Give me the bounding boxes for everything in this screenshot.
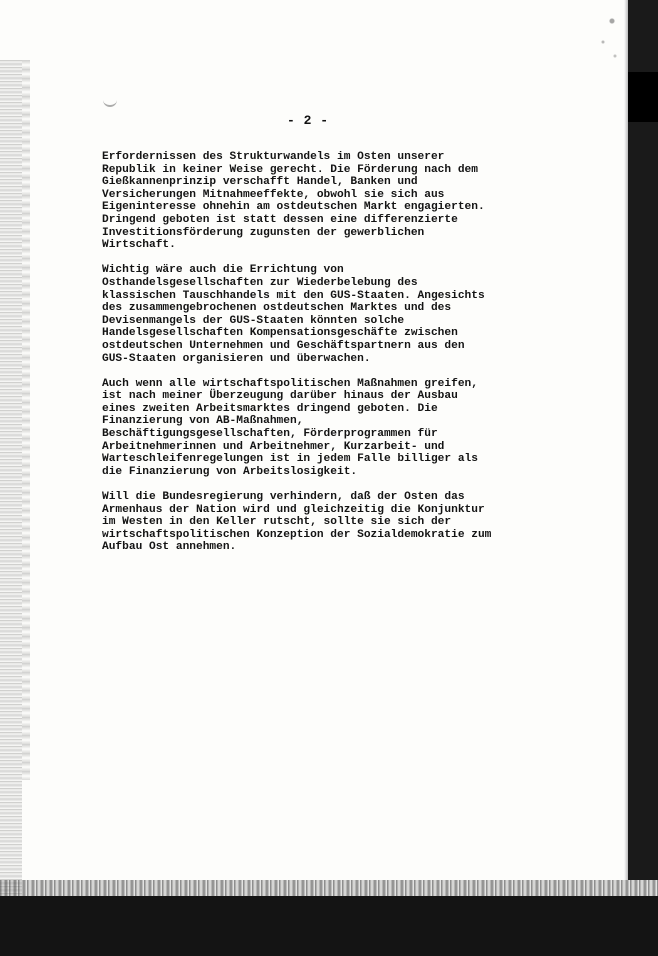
text-line: ist nach meiner Überzeugung darüber hinaus der Ausbau xyxy=(102,390,458,403)
text-line: Warteschleifenregelungen ist in jedem Falle billiger als xyxy=(102,453,478,466)
scan-edge-left-shadow xyxy=(22,60,30,780)
text-line: Investitionsförderung zugunsten der gewerblichen xyxy=(102,226,425,239)
text-line: des zusammengebrochenen ostdeutschen Marktes und des xyxy=(102,302,452,315)
text-line: Versicherungen Mitnahmeeffekte, obwohl sie sich aus xyxy=(102,188,445,201)
text-line: Gießkannenprinzip verschafft Handel, Banken und xyxy=(102,176,418,189)
text-line: Republik in keiner Weise gerecht. Die Förderung nach dem xyxy=(102,163,478,176)
text-line: Will die Bundesregierung verhindern, daß der Osten das xyxy=(102,491,465,504)
scan-speckle xyxy=(594,0,624,70)
scan-edge-bottom-fringe xyxy=(0,880,658,896)
ink-smudge xyxy=(103,97,117,107)
text-line: Finanzierung von AB-Maßnahmen, xyxy=(102,415,304,428)
text-line: Eigeninteresse ohnehin am ostdeutschen Markt engagierten. xyxy=(102,201,485,214)
paragraph-2 xyxy=(102,264,532,365)
paragraph-1 xyxy=(102,151,532,252)
text-line: Erfordernissen des Strukturwandels im Osten unserer xyxy=(102,151,445,163)
text-line: Arbeitnehmerinnen und Arbeitnehmer, Kurzarbeit- und xyxy=(102,440,445,453)
scan-edge-left xyxy=(0,60,22,940)
page-number: - 2 - xyxy=(287,113,329,128)
scan-edge-right xyxy=(628,0,658,880)
text-line: Beschäftigungsgesellschaften, Förderprogrammen für xyxy=(102,428,438,441)
text-line: Wirtschaft. xyxy=(102,239,176,252)
text-line: im Westen in den Keller rutscht, sollte sie sich der xyxy=(102,516,452,529)
paragraph-4 xyxy=(102,491,532,554)
paragraph-3 xyxy=(102,378,532,479)
text-line: Handelsgesellschaften Kompensationsgeschäfte zwischen xyxy=(102,327,458,340)
text-line: GUS-Staaten organisieren und überwachen. xyxy=(102,352,371,365)
text-line: Devisenmangels der GUS-Staaten könnten solche xyxy=(102,314,405,327)
text-line: Auch wenn alle wirtschaftspolitischen Maßnahmen greifen, xyxy=(102,377,478,390)
text-line: Dringend geboten ist statt dessen eine differenzierte xyxy=(102,213,458,226)
text-line: klassischen Tauschhandels mit den GUS-Staaten. Angesichts xyxy=(102,289,485,302)
text-line: Aufbau Ost annehmen. xyxy=(102,541,237,554)
text-line: Wichtig wäre auch die Errichtung von xyxy=(102,264,344,277)
text-line: wirtschaftspolitischen Konzeption der Sozialdemokratie zum xyxy=(102,528,492,541)
text-line: eines zweiten Arbeitsmarktes dringend geboten. Die xyxy=(102,402,438,415)
document-body xyxy=(102,151,532,567)
text-line: ostdeutschen Unternehmen und Geschäftspartnern aus den xyxy=(102,339,465,352)
text-line: Osthandelsgesellschaften zur Wiederbelebung des xyxy=(102,276,418,289)
scan-edge-right-notch xyxy=(628,72,658,122)
text-line: die Finanzierung von Arbeitslosigkeit. xyxy=(102,465,358,478)
text-line: Armenhaus der Nation wird und gleichzeitig die Konjunktur xyxy=(102,503,485,516)
scan-edge-bottom xyxy=(0,896,658,956)
